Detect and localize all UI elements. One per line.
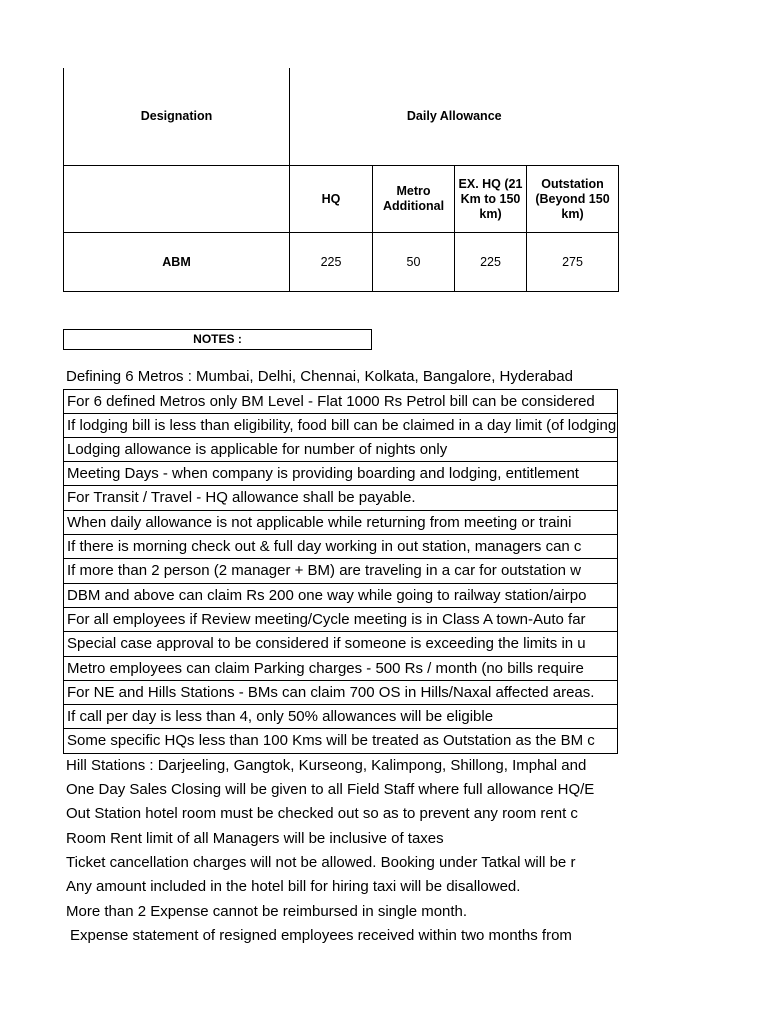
list-item: Out Station hotel room must be checked out so as to prevent any room rent c (66, 805, 578, 823)
notes-list (63, 365, 618, 948)
list-item: For Transit / Travel - HQ allowance shall be payable. (63, 486, 618, 510)
subheader-ex-hq: EX. HQ (21 Km to 150 km) (455, 166, 527, 233)
table-row (64, 233, 619, 292)
value-hq: 225 (290, 233, 373, 292)
value-outstation: 275 (527, 233, 619, 292)
subheader-hq: HQ (290, 166, 373, 233)
value-ex-hq: 225 (455, 233, 527, 292)
list-item: If more than 2 person (2 manager + BM) are traveling in a car for outstation w (63, 559, 618, 583)
list-item: Room Rent limit of all Managers will be inclusive of taxes (66, 829, 444, 847)
list-item: DBM and above can claim Rs 200 one way while going to railway station/airpo (63, 584, 618, 608)
list-item: Meeting Days - when company is providing boarding and lodging, entitlement (63, 462, 618, 486)
list-item: If call per day is less than 4, only 50% allowances will be eligible (63, 705, 618, 729)
list-item: Lodging allowance is applicable for number of nights only (63, 438, 618, 462)
value-metro-additional: 50 (373, 233, 455, 292)
list-item: Ticket cancellation charges will not be allowed. Booking under Tatkal will be r (66, 853, 576, 871)
designation-header: Designation (64, 68, 290, 166)
notes-title: NOTES : (63, 329, 372, 350)
list-item: Some specific HQs less than 100 Kms will be treated as Outstation as the BM c (63, 729, 618, 753)
list-item: For 6 defined Metros only BM Level - Flat 1000 Rs Petrol bill can be considered (63, 389, 618, 413)
empty-subheader-cell (64, 166, 290, 233)
daily-allowance-table (63, 68, 619, 292)
list-item: Hill Stations : Darjeeling, Gangtok, Kurseong, Kalimpong, Shillong, Imphal and (66, 756, 587, 774)
list-item: If there is morning check out & full day working in out station, managers can c (63, 535, 618, 559)
daily-allowance-header: Daily Allowance (406, 109, 502, 123)
list-item: Defining 6 Metros : Mumbai, Delhi, Chennai, Kolkata, Bangalore, Hyderabad (66, 368, 573, 385)
table-subheader-row (64, 166, 619, 233)
subheader-outstation: Outstation (Beyond 150 km) (527, 166, 619, 233)
list-item: For all employees if Review meeting/Cycle meeting is in Class A town-Auto far (63, 608, 618, 632)
list-item: Any amount included in the hotel bill for hiring taxi will be disallowed. (66, 878, 521, 896)
list-item: For NE and Hills Stations - BMs can claim 700 OS in Hills/Naxal affected areas. (63, 681, 618, 705)
table-header-row (64, 68, 619, 166)
designation-cell: ABM (64, 233, 290, 292)
list-item: Metro employees can claim Parking charges - 500 Rs / month (no bills require (63, 657, 618, 681)
subheader-metro-additional: Metro Additional (373, 166, 455, 233)
list-item: One Day Sales Closing will be given to all Field Staff where full allowance HQ/E (66, 781, 595, 799)
list-item: When daily allowance is not applicable while returning from meeting or traini (63, 511, 618, 535)
list-item: If lodging bill is less than eligibility, food bill can be claimed in a day limit (of lodging (63, 414, 618, 438)
list-item: Expense statement of resigned employees received within two months from (70, 926, 572, 944)
list-item: Special case approval to be considered if someone is exceeding the limits in u (63, 632, 618, 656)
list-item: More than 2 Expense cannot be reimbursed in single month. (66, 902, 468, 920)
